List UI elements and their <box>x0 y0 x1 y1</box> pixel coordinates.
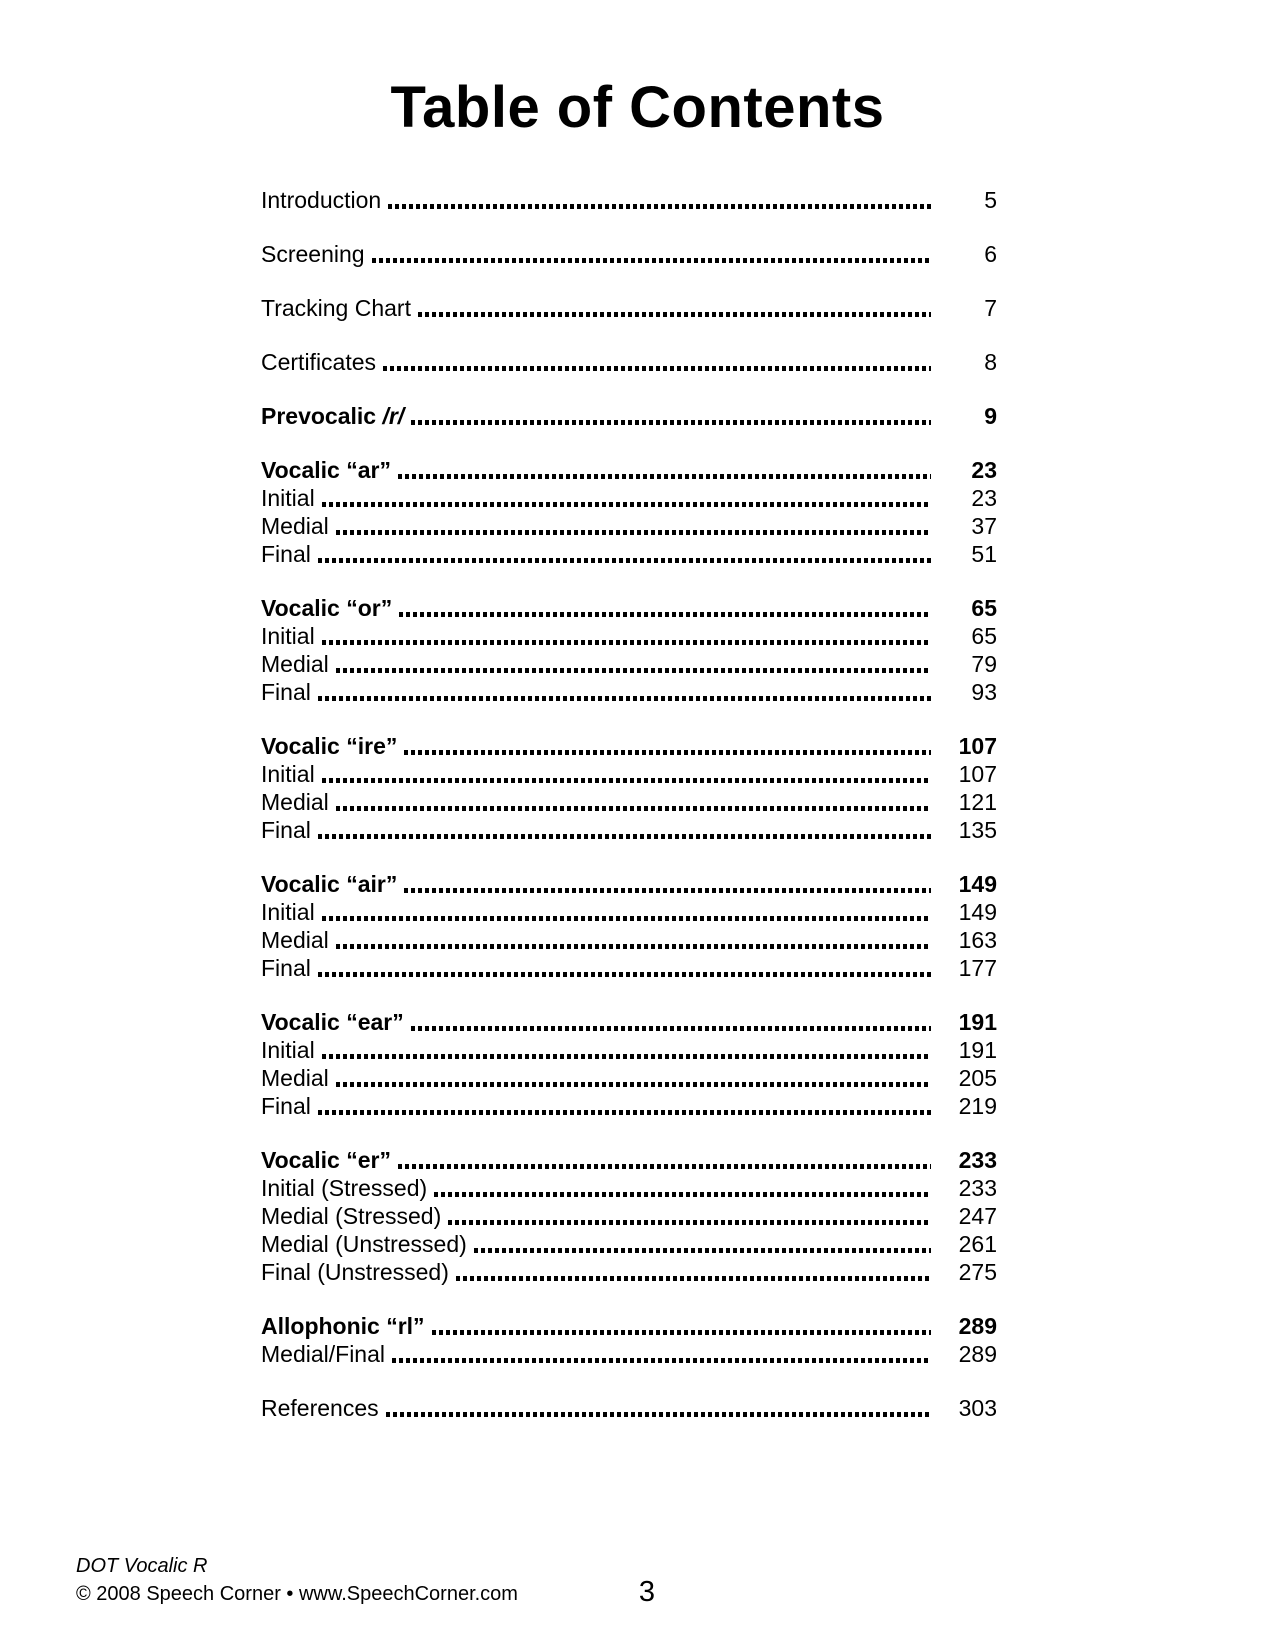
leader-dots <box>318 1110 931 1115</box>
toc-page-number: 7 <box>984 295 997 321</box>
toc-entry-label-text: Vocalic “ar” <box>261 457 391 483</box>
toc-entry-label-text: Screening <box>261 241 365 267</box>
leader-dots <box>318 834 931 839</box>
toc-section <box>261 456 997 568</box>
toc-entry-label <box>261 594 392 622</box>
toc-entry-label-text: Vocalic “air” <box>261 871 398 897</box>
toc-section <box>261 240 997 268</box>
toc-page-number: 261 <box>958 1231 997 1257</box>
toc-row <box>261 594 997 622</box>
toc-entry-label-text: Final <box>261 541 311 567</box>
toc-page-number: 5 <box>984 187 997 213</box>
toc-page-number: 93 <box>971 679 997 705</box>
toc-row <box>261 1008 997 1036</box>
toc-page-number: 275 <box>958 1259 997 1285</box>
leader-dots <box>474 1248 931 1253</box>
toc-page-number: 107 <box>958 761 997 787</box>
toc-row <box>261 294 997 322</box>
toc-row <box>261 1092 997 1120</box>
toc-entry-label <box>261 1036 315 1064</box>
toc-row <box>261 186 997 214</box>
leader-dots <box>336 668 931 673</box>
toc-entry-label <box>261 760 315 788</box>
toc-row <box>261 1340 997 1368</box>
leader-dots <box>456 1276 931 1281</box>
toc-entry-label-text: Final (Unstressed) <box>261 1259 449 1285</box>
toc-section <box>261 870 997 982</box>
toc-entry-label-text: Medial/Final <box>261 1341 385 1367</box>
toc-page-number: 191 <box>958 1009 997 1035</box>
leader-dots <box>411 1026 931 1031</box>
leader-dots <box>411 420 931 425</box>
toc-entry-label-text: Initial <box>261 1037 315 1063</box>
toc-page-number: 79 <box>971 651 997 677</box>
toc-entry-label <box>261 186 381 214</box>
toc-row <box>261 954 997 982</box>
toc-page-number: 149 <box>958 871 997 897</box>
leader-dots <box>336 944 931 949</box>
toc-row <box>261 1202 997 1230</box>
toc-page-number: 149 <box>958 899 997 925</box>
toc-entry-label-text: Medial <box>261 1065 329 1091</box>
leader-dots <box>432 1330 931 1335</box>
toc-entry-label-text: Medial (Unstressed) <box>261 1231 467 1257</box>
toc-row <box>261 1258 997 1286</box>
toc-entry-label-text: Final <box>261 955 311 981</box>
toc-row <box>261 1230 997 1258</box>
toc-page-number: 247 <box>958 1203 997 1229</box>
toc-page-number: 37 <box>971 513 997 539</box>
leader-dots <box>322 778 931 783</box>
toc-row <box>261 456 997 484</box>
footer-book-title: DOT Vocalic R <box>76 1555 208 1577</box>
toc-entry-label-text: Initial <box>261 761 315 787</box>
table-of-contents <box>261 186 997 1422</box>
toc-entry-label-text: Vocalic “ire” <box>261 733 398 759</box>
toc-section <box>261 186 997 214</box>
toc-entry-label-text: Initial (Stressed) <box>261 1175 428 1201</box>
toc-page-number: 177 <box>958 955 997 981</box>
toc-entry-label-text: Medial <box>261 651 329 677</box>
toc-section <box>261 1394 997 1422</box>
toc-page-number: 121 <box>958 789 997 815</box>
toc-entry-label <box>261 1394 379 1422</box>
toc-entry-label <box>261 898 315 926</box>
toc-section <box>261 594 997 706</box>
toc-entry-label <box>261 1230 467 1258</box>
leader-dots <box>404 750 931 755</box>
leader-dots <box>322 502 931 507</box>
toc-page-number: 289 <box>958 1341 997 1367</box>
leader-dots <box>336 1082 931 1087</box>
leader-dots <box>322 916 931 921</box>
toc-row <box>261 1174 997 1202</box>
toc-entry-label <box>261 1202 441 1230</box>
toc-row <box>261 898 997 926</box>
toc-row <box>261 540 997 568</box>
toc-page-number: 135 <box>958 817 997 843</box>
leader-dots <box>398 474 931 479</box>
toc-entry-label <box>261 402 404 430</box>
page-title: Table of Contents <box>390 75 885 140</box>
toc-row <box>261 484 997 512</box>
toc-entry-label-text: Initial <box>261 623 315 649</box>
toc-entry-label-text: Final <box>261 679 311 705</box>
leader-dots <box>372 258 931 263</box>
toc-entry-label-text: Initial <box>261 485 315 511</box>
toc-page-number: 205 <box>958 1065 997 1091</box>
toc-entry-label <box>261 1258 449 1286</box>
toc-page-number: 65 <box>971 623 997 649</box>
toc-entry-label <box>261 512 329 540</box>
leader-dots <box>336 806 931 811</box>
toc-entry-label <box>261 788 329 816</box>
footer <box>76 1552 518 1608</box>
leader-dots <box>322 640 931 645</box>
toc-entry-label-text: Medial <box>261 789 329 815</box>
toc-section <box>261 1312 997 1368</box>
toc-entry-label <box>261 540 311 568</box>
leader-dots <box>404 888 931 893</box>
toc-page-number: 289 <box>958 1313 997 1339</box>
toc-entry-label <box>261 484 315 512</box>
leader-dots <box>318 558 931 563</box>
toc-entry-label <box>261 1174 427 1202</box>
leader-dots <box>383 366 931 371</box>
toc-section <box>261 348 997 376</box>
toc-entry-label <box>261 294 411 322</box>
toc-page-number: 65 <box>971 595 997 621</box>
toc-entry-label-text: Introduction <box>261 187 382 213</box>
toc-entry-label-text: Certificates <box>261 349 377 375</box>
toc-entry-label <box>261 1312 425 1340</box>
toc-entry-label-text: Medial (Stressed) <box>261 1203 442 1229</box>
toc-entry-label-text: Medial <box>261 513 329 539</box>
toc-entry-label <box>261 926 329 954</box>
toc-row <box>261 348 997 376</box>
toc-page-number: 233 <box>958 1175 997 1201</box>
toc-row <box>261 788 997 816</box>
toc-section <box>261 732 997 844</box>
toc-entry-label <box>261 1064 329 1092</box>
leader-dots <box>388 204 931 209</box>
toc-entry-label-text: Tracking Chart <box>261 295 411 321</box>
leader-dots <box>392 1358 931 1363</box>
toc-section <box>261 402 997 430</box>
toc-row <box>261 732 997 760</box>
toc-page-number: 23 <box>971 457 997 483</box>
toc-row <box>261 1312 997 1340</box>
toc-page-number: 23 <box>971 485 997 511</box>
toc-entry-label <box>261 954 311 982</box>
leader-dots <box>318 696 931 701</box>
toc-entry-label <box>261 1092 311 1120</box>
footer-page-number: 3 <box>638 1576 656 1608</box>
leader-dots <box>318 972 931 977</box>
toc-row <box>261 870 997 898</box>
toc-entry-label-text: Prevocalic <box>261 403 383 429</box>
toc-entry-label-text: Initial <box>261 899 315 925</box>
toc-entry-label-text: Vocalic “er” <box>261 1147 391 1173</box>
leader-dots <box>398 1164 931 1169</box>
leader-dots <box>336 530 931 535</box>
toc-entry-label-text: Allophonic “rl” <box>261 1313 425 1339</box>
toc-entry-label-text: References <box>261 1395 379 1421</box>
toc-entry-label-italic: /r/ <box>382 403 405 429</box>
toc-entry-label-text: Medial <box>261 927 329 953</box>
toc-entry-label <box>261 1008 404 1036</box>
toc-row <box>261 650 997 678</box>
leader-dots <box>418 312 931 317</box>
toc-row <box>261 760 997 788</box>
leader-dots <box>399 612 931 617</box>
toc-row <box>261 1036 997 1064</box>
toc-page-number: 51 <box>971 541 997 567</box>
toc-row <box>261 678 997 706</box>
toc-entry-label <box>261 622 315 650</box>
toc-page-number: 303 <box>958 1395 997 1421</box>
toc-section <box>261 1008 997 1120</box>
leader-dots <box>434 1192 931 1197</box>
toc-entry-label <box>261 348 376 376</box>
toc-section <box>261 294 997 322</box>
toc-page-number: 6 <box>984 241 997 267</box>
toc-entry-label-text: Vocalic “ear” <box>261 1009 404 1035</box>
toc-entry-label <box>261 1340 385 1368</box>
toc-page-number: 163 <box>958 927 997 953</box>
toc-row <box>261 512 997 540</box>
toc-entry-label <box>261 732 397 760</box>
leader-dots <box>448 1220 931 1225</box>
toc-page-number: 233 <box>958 1147 997 1173</box>
toc-page-number: 219 <box>958 1093 997 1119</box>
toc-row <box>261 1146 997 1174</box>
toc-row <box>261 240 997 268</box>
toc-row <box>261 1394 997 1422</box>
leader-dots <box>386 1412 931 1417</box>
toc-entry-label <box>261 1146 391 1174</box>
toc-page-number: 107 <box>958 733 997 759</box>
toc-entry-label <box>261 456 391 484</box>
toc-row <box>261 402 997 430</box>
toc-page-number: 191 <box>958 1037 997 1063</box>
leader-dots <box>322 1054 931 1059</box>
toc-row <box>261 1064 997 1092</box>
toc-entry-label <box>261 240 365 268</box>
toc-row <box>261 926 997 954</box>
toc-entry-label-text: Vocalic “or” <box>261 595 393 621</box>
toc-entry-label-text: Final <box>261 817 311 843</box>
toc-entry-label <box>261 816 311 844</box>
toc-entry-label <box>261 650 329 678</box>
toc-page-number: 9 <box>984 403 997 429</box>
toc-page-number: 8 <box>984 349 997 375</box>
toc-entry-label <box>261 870 397 898</box>
toc-row <box>261 622 997 650</box>
footer-copyright: © 2008 Speech Corner • www.SpeechCorner.com <box>76 1583 518 1605</box>
toc-section <box>261 1146 997 1286</box>
toc-entry-label-text: Final <box>261 1093 311 1119</box>
toc-entry-label <box>261 678 311 706</box>
toc-row <box>261 816 997 844</box>
